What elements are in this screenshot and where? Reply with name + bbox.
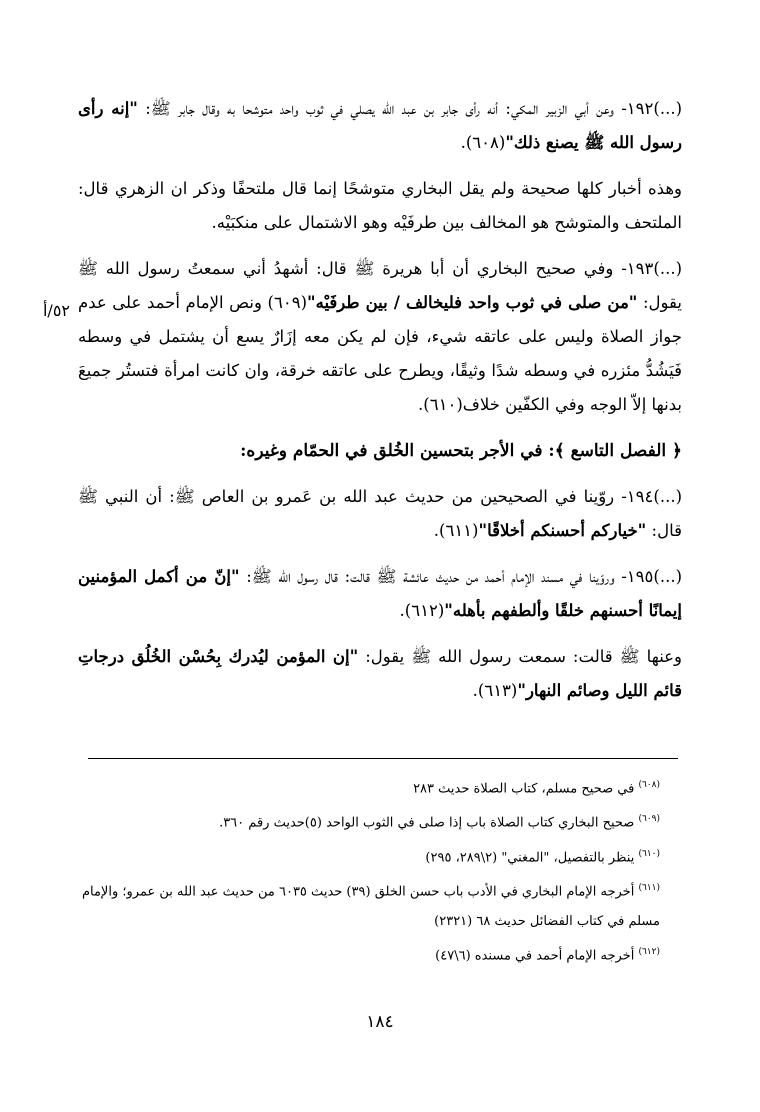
- footnote-divider: [88, 758, 678, 759]
- page-number: ١٨٤: [366, 1012, 394, 1032]
- paragraph-192: (...)١٩٢- وعن أبي الزبير المكي: أنه رأى جابر بن عبد الله يصلي في ثوب واحد متوشحا به وقال جابر ﷺ: "إنه رأى رسول الله ﷺ يصنع ذلك"(٦٠٨).: [78, 99, 682, 152]
- footnote: $^{(٦٠٨)}$ في صحيح مسلم، كتاب الصلاة حديث ٢٨٣: [413, 780, 660, 797]
- main-text: [78, 92, 682, 720]
- margin-folio-note: ٥٢/أ: [42, 301, 70, 320]
- paragraph-195: (...)١٩٥- وروّينا في مسند الإمام أحمد من حديث عائشة ﷺ قالت: قال رسول الله ﷺ: "إنّ من أكمل المؤمنين إيمانًا أحسنهم خلقًا وألطفهم بأهله"(٦١٢).: [78, 567, 682, 620]
- paragraph-aisha: وعنها ﷺ قالت: سمعت رسول الله ﷺ يقول: "إن المؤمن ليُدرك بِحُسْن الخُلُق درجاتِ قائم الليل وصائم النهار"(٦١٣).: [78, 647, 682, 700]
- paragraph-194: (...)١٩٤- روّينا في الصحيحين من حديث عبد الله بن عَمرو بن العاص ﷺ: أن النبي ﷺ قال: "خياركم أحسنكم أخلاقًا"(٦١١).: [78, 487, 682, 540]
- section-heading: ﴿ الفصل التاسع ﴾: في الأجر بتحسين الخُلق في الحمّام وغيره:: [240, 441, 682, 461]
- footnote: $^{(٦١١)}$ أخرجه الإمام البخاري في الأدب باب حسن الخلق (٣٩) حديث ٦٠٣٥ من حديث عبد الله بن عمرو؛ والإمام مسلم في كتاب الفضائل حديث ٦٨ (٢٣٢١): [81, 882, 660, 930]
- footnote: $^{(٦٠٩)}$ صحيح البخاري كتاب الصلاة باب إذا صلى في الثوب الواحد (٥)حديث رقم ٣٦٠.: [219, 814, 660, 831]
- footnotes: [78, 770, 682, 972]
- footnote: $^{(٦١٠)}$ ينظر بالتفصيل، "المغني" (٢\٢٨٩، ٢٩٥): [425, 848, 660, 865]
- paragraph-commentary: وهذه أخبار كلها صحيحة ولم يقل البخاري متوشحًا إنما قال ملتحفًا وذكر ان الزهري قال: الملتحف والمتوشح هو المخالف بين طرفَيْه وهو الاشتمال على منكبَيْه.: [78, 179, 682, 232]
- paragraph-193: (...)١٩٣- وفي صحيح البخاري أن أبا هريرة ﷺ قال: أشهدُ أني سمعتُ رسول الله ﷺ يقول: "من صلى في ثوب واحد فليخالف / بين طرفَيْه"(٦٠٩) ونص الإمام أحمد على عدم جواز الصلاة وليس على عاتقه شيء، فإن لم يكن معه إزَارٌ يسع أن يشتمل في وسطه فَيَشُدُّ مئزره في وسطه شدًا وثيقًا، ويطرح على عاتقه خرقة، وان كانت امرأة فتستُر جميعَ بدنها إلاّ الوجه وفي الكفّين خلاف(٦١٠).: [78, 259, 682, 414]
- footnote: $^{(٦١٢)}$ أخرجه الإمام أحمد في مسنده (٦\٤٧): [435, 947, 660, 964]
